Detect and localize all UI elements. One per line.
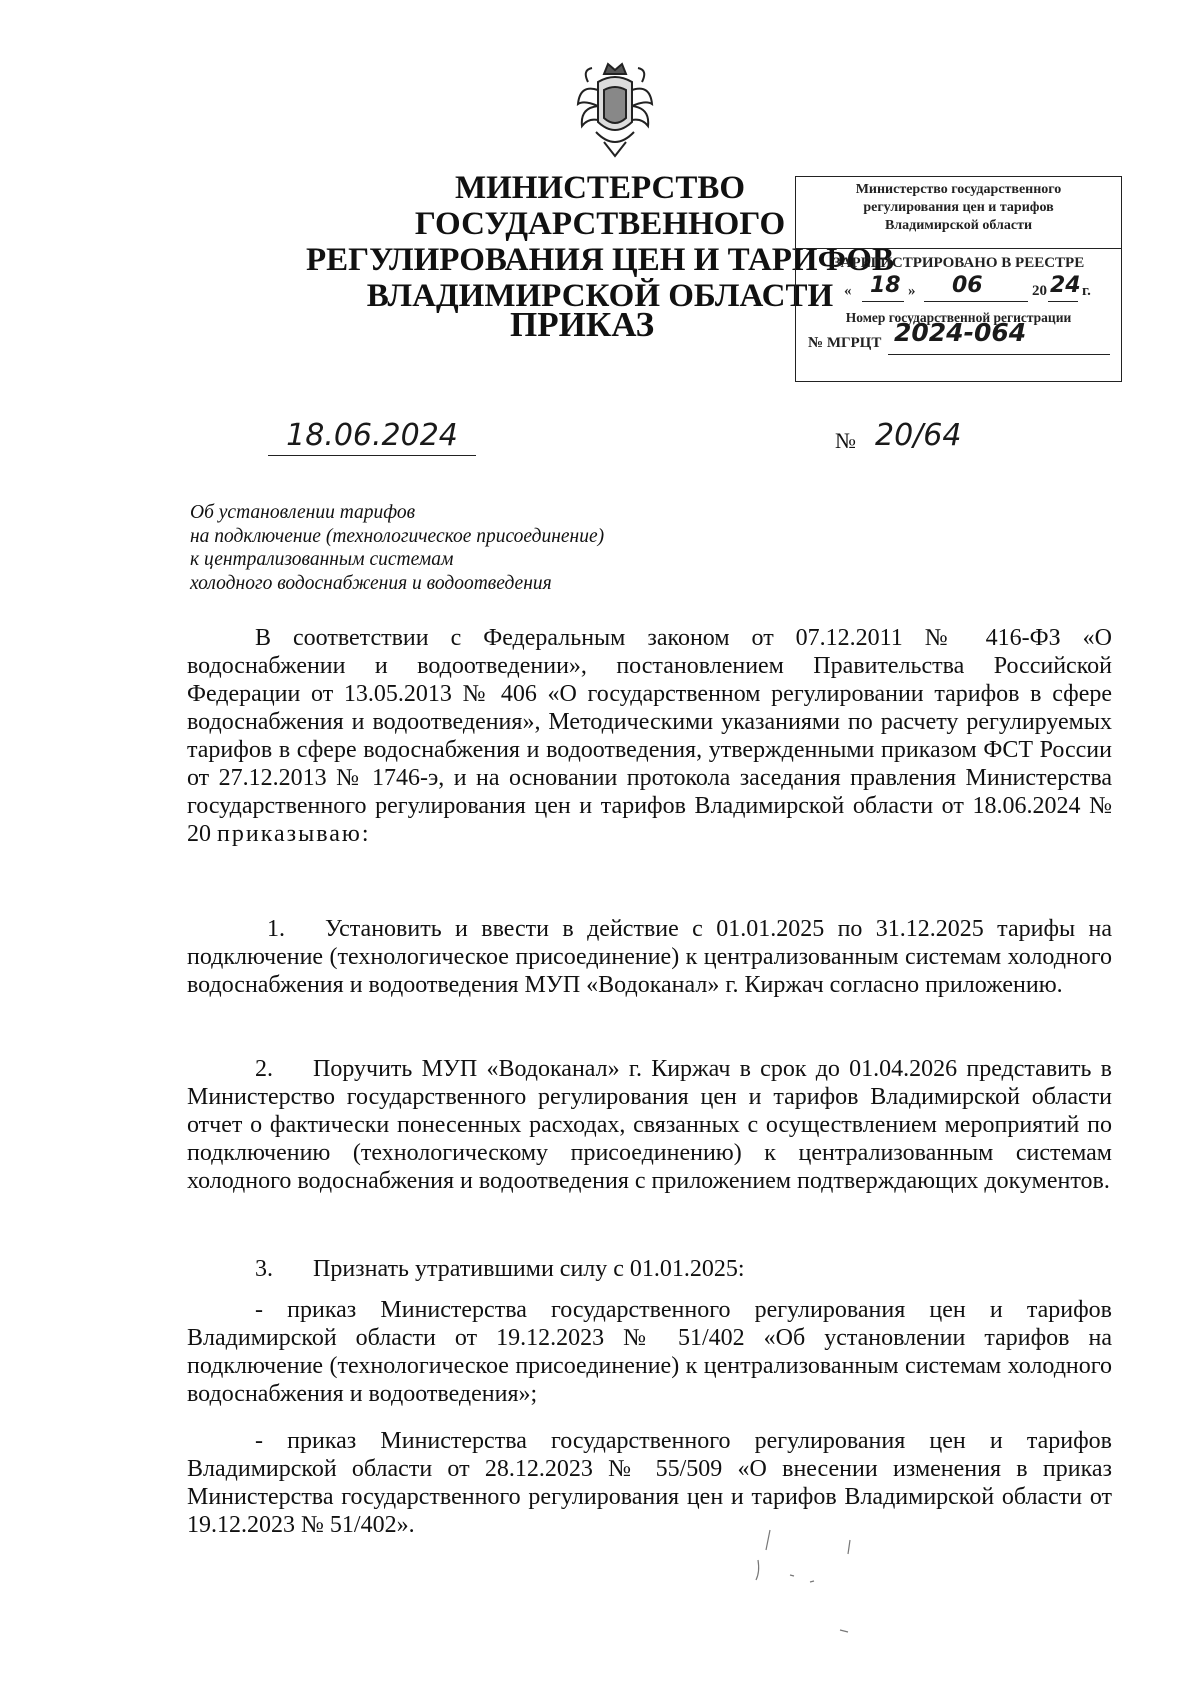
order-item-1 xyxy=(187,915,1112,999)
seal-trace xyxy=(730,1520,930,1650)
stamp-date-day: 18 xyxy=(870,273,901,298)
order-item-2 xyxy=(187,1055,1112,1195)
item-text: Поручить МУП «Водоканал» г. Киржач в срок до 01.04.2026 представить в Министерство государственного регулирования цен и тарифов Владимирской области отчет о фактически понесенных расходах, связанных с осуществлением мероприятий по подключению (технологическому присоединению) к централизованным системам холодного водоснабжения и водоотведения с приложением подтверждающих документов. xyxy=(187,1056,1112,1194)
order-number: 20/64 xyxy=(875,418,962,453)
subject-line: к централизованным системам xyxy=(190,549,454,570)
item-number: 1. xyxy=(267,916,285,942)
ministry-name-line-1: МИНИСТЕРСТВО ГОСУДАРСТВЕННОГО xyxy=(414,170,786,242)
stamp-org-line-2: регулирования цен и тарифов xyxy=(863,200,1054,215)
order-subject xyxy=(190,501,604,595)
item-number: 2. xyxy=(255,1056,273,1082)
stamp-registered-label: ЗАРЕГИСТРИРОВАНО В РЕЕСТРЕ xyxy=(832,255,1085,271)
coat-of-arms-icon xyxy=(574,60,656,160)
item-number: 3. xyxy=(255,1256,273,1282)
stamp-reg-underline xyxy=(888,354,1110,355)
item-text: Признать утратившими силу с 01.01.2025: xyxy=(313,1256,745,1282)
stamp-date-close: » xyxy=(908,283,916,299)
stamp-org-line-3: Владимирской области xyxy=(884,218,1033,233)
subject-line: Об установлении тарифов xyxy=(190,502,416,523)
preamble-directive: приказываю: xyxy=(217,821,371,847)
stamp-org-line-1: Министерство государственного xyxy=(855,182,1062,197)
order-item-3 xyxy=(187,1255,1112,1283)
stamp-divider xyxy=(796,248,1121,249)
stamp-date-month: 06 xyxy=(952,273,983,298)
stamp-reg-label: Номер государственной регистрации xyxy=(845,310,1072,325)
order-date-underline xyxy=(268,455,476,456)
subject-line: на подключение (технологическое присоединение) xyxy=(190,525,605,547)
stamp-date-year-unit: г. xyxy=(1082,283,1091,299)
ministry-name-line-3: ВЛАДИМИРСКОЙ ОБЛАСТИ xyxy=(366,278,834,314)
order-number-label: № xyxy=(835,428,856,453)
repealed-order-2: - приказ Министерства государственного регулирования цен и тарифов Владимирской области от 28.12.2023 № 55/509 «О внесении изменения в приказ Министерства государственного регулирования цен и тарифов Владимирской области от 19.12.2023 № 51/402». xyxy=(187,1428,1112,1538)
registration-stamp xyxy=(795,176,1122,382)
document-type-title: ПРИКАЗ xyxy=(510,305,655,344)
stamp-date-underline xyxy=(1048,301,1078,302)
stamp-date xyxy=(844,273,1091,303)
repealed-order-1: - приказ Министерства государственного регулирования цен и тарифов Владимирской области от 19.12.2023 № 51/402 «Об установлении тарифов на подключение (технологическое присоединение) к централизованным системам холодного водоснабжения и водоотведения»; xyxy=(187,1297,1112,1407)
stamp-reg-number: 2024-064 xyxy=(894,318,1027,347)
stamp-date-open: « xyxy=(844,283,852,299)
item-text: Установить и ввести в действие с 01.01.2025 по 31.12.2025 тарифы на подключение (технологическое присоединение) к централизованным системам холодного водоснабжения и водоотведения МУП «Водоканал» г. Киржач согласно приложению. xyxy=(187,916,1112,998)
ministry-name-line-2: РЕГУЛИРОВАНИЯ ЦЕН И ТАРИФОВ xyxy=(305,242,895,278)
subject-line: холодного водоснабжения и водоотведения xyxy=(190,572,552,594)
stamp-date-underline xyxy=(924,301,1028,302)
stamp-date-year-suffix: 24 xyxy=(1050,273,1081,298)
order-date: 18.06.2024 xyxy=(286,418,458,453)
stamp-reg-prefix: № МГРЦТ xyxy=(808,335,882,351)
preamble-paragraph xyxy=(187,624,1112,848)
stamp-date-underline xyxy=(862,301,904,302)
stamp-date-year-prefix: 20 xyxy=(1032,283,1047,299)
preamble-text: В соответствии с Федеральным законом от 07.12.2011 № 416-ФЗ «О водоснабжении и водоотведении», постановлением Правительства Российской Федерации от 13.05.2013 № 406 «О государственном регулировании тарифов в сфере водоснабжения и водоотведения», Методическими указаниями по расчету регулируемых тарифов в сфере водоснабжения и водоотведения, утвержденными приказом ФСТ России от 27.12.2013 № 1746-э, и на основании протокола заседания правления Министерства государственного регулирования цен и тарифов Владимирской области от 18.06.2024 № 20 xyxy=(187,625,1112,847)
